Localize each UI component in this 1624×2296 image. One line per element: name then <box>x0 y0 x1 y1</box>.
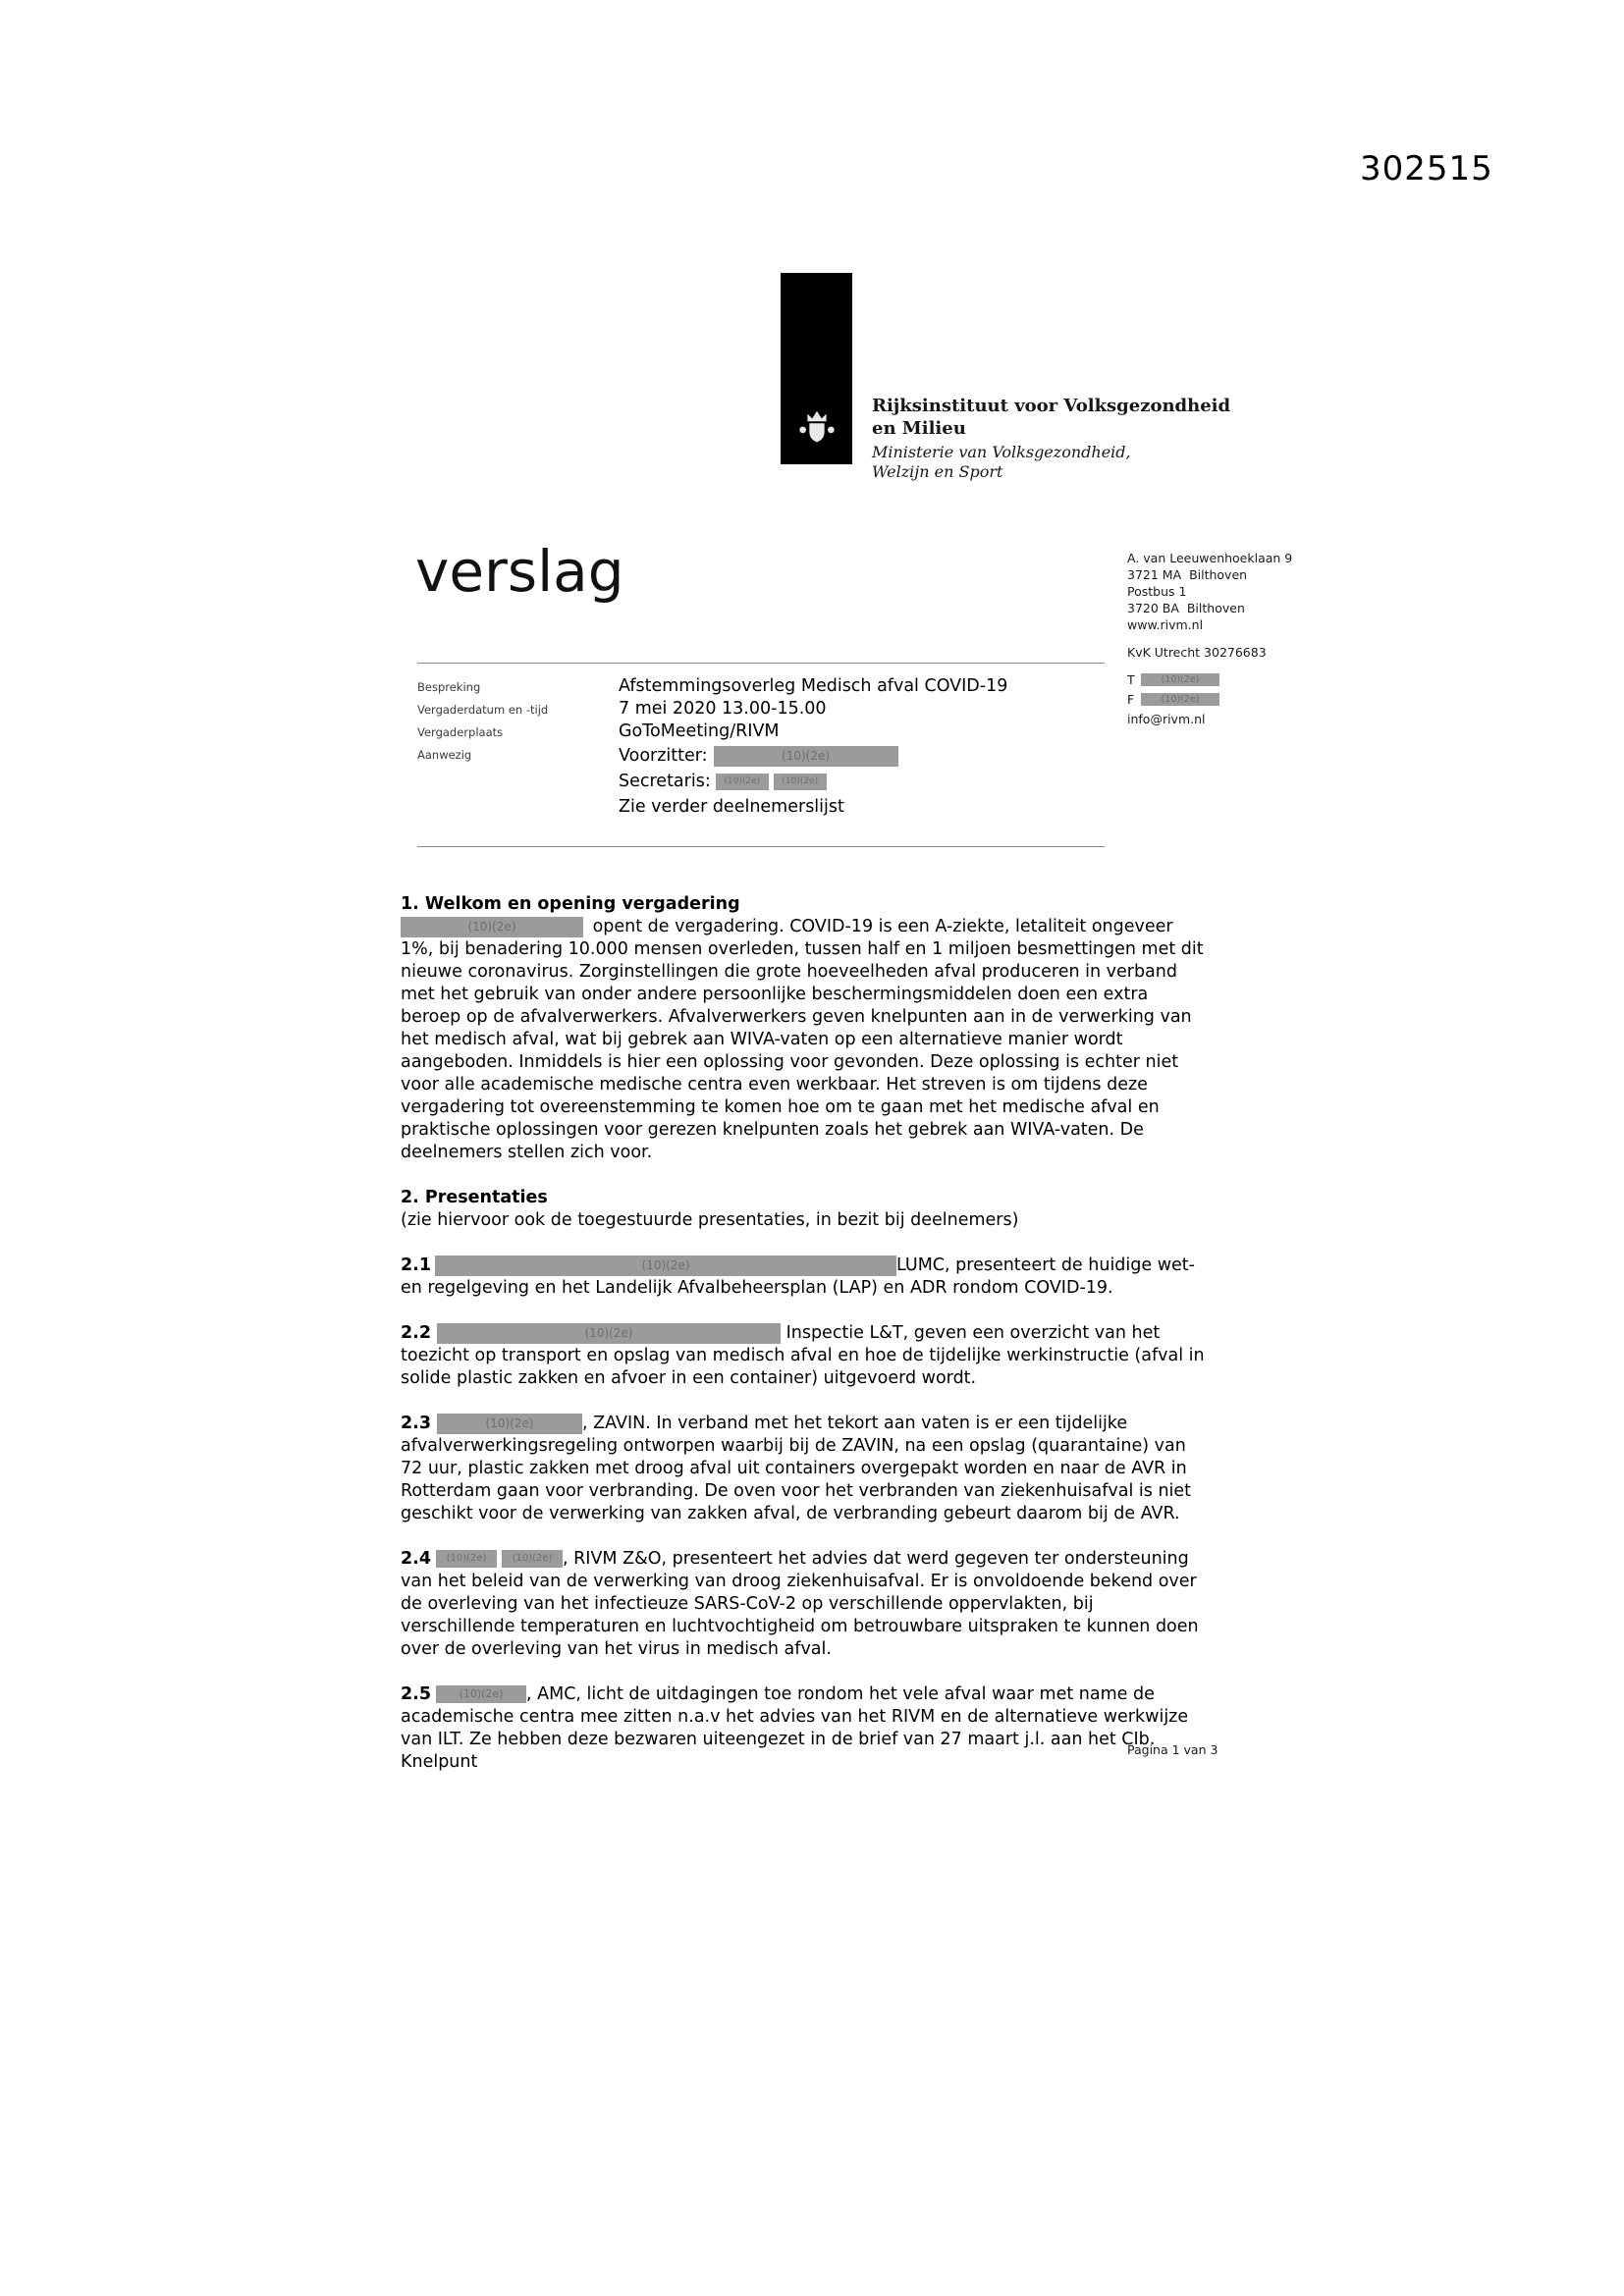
meta-row-datum <box>417 698 1164 721</box>
item-text: , RIVM Z&O, presenteert het advies dat werd gegeven ter ondersteuning van het beleid van de verwerking van droog ziekenhuisafval. Er is onvoldoende bekend over de overleving van het infectieuze SARS-CoV-2 op verschillende oppervlakten, bij verschillende temperaturen en luchtvochtigheid om betrouwbare uitspraken te kunnen doen over de overleving van het virus in medisch afval. <box>401 1549 1199 1659</box>
voorzitter-line <box>619 743 898 769</box>
meta-row-bespreking <box>417 675 1164 698</box>
divider-top <box>417 663 1105 664</box>
redaction-box: (10)(2e) <box>1141 673 1219 686</box>
meta-row-aanwezig <box>417 743 1164 820</box>
item-2-4 <box>401 1548 1210 1661</box>
redaction-box: (10)(2e) <box>435 1255 896 1276</box>
meta-label: Aanwezig <box>417 748 472 762</box>
redaction-box: (10)(2e) <box>716 774 769 790</box>
redaction-box: (10)(2e) <box>1141 693 1219 706</box>
secretaris-line <box>619 769 898 794</box>
doc-number: 302515 <box>1360 149 1493 188</box>
fax-label: F <box>1127 692 1135 707</box>
fax-row <box>1127 691 1402 708</box>
logo-ribbon <box>781 273 852 464</box>
meta-row-plaats <box>417 721 1164 743</box>
item-text: Inspectie L&T, geven een overzicht van het toezicht op transport en opslag van medisch afval en hoe de tijdelijke werkinstructie (afval in solide plastic zakken en afvoer in een container) uitgevoerd wordt. <box>401 1323 1205 1388</box>
section1-text: opent de vergadering. COVID-19 is een A-ziekte, letaliteit ongeveer 1%, bij benadering 10.000 mensen overleden, tussen half en 1 miljoen besmettingen met dit nieuwe coronavirus. Zorginstellingen die grote hoeveelheden afval produceren in verband met het gebruik van onder andere persoonlijke beschermingsmiddelen doen een extra beroep op de afvalverwerkers. Afvalverwerkers geven knelpunten aan in de verwerking van het medisch afval, wat bij gebrek aan WIVA-vaten op een alternatieve manier wordt aangeboden. Inmiddels is hier een oplossing voor gevonden. Deze oplossing is echter niet voor alle academische medische centra even werkbaar. Het streven is om tijdens deze vergadering tot overeenstemming te komen hoe om te gaan met het medische afval en praktische oplossingen voor gerezen knelpunten zoals het gebrek aan WIVA-vaten. De deelnemers stellen zich voor. <box>401 917 1204 1162</box>
meta-label: Vergaderplaats <box>417 725 504 739</box>
item-number: 2.2 <box>401 1323 432 1343</box>
coat-of-arms-icon <box>794 405 839 451</box>
section1-paragraph <box>401 916 1210 1164</box>
voorzitter-label: Voorzitter: <box>619 746 708 766</box>
item-2-1 <box>401 1255 1210 1300</box>
item-number: 2.3 <box>401 1414 432 1433</box>
redaction-box: (10)(2e) <box>436 1550 497 1568</box>
phone-row <box>1127 671 1402 688</box>
contact-block <box>1127 550 1402 727</box>
redaction-box: (10)(2e) <box>774 774 827 790</box>
ministry-line2: Welzijn en Sport <box>872 462 1003 481</box>
document-body <box>401 893 1210 1796</box>
item-number: 2.1 <box>401 1255 432 1275</box>
item-2-5 <box>401 1683 1210 1774</box>
item-text: LUMC, presenteert de huidige wet- en regelgeving en het Landelijk Afvalbeheersplan (LAP) en ADR rondom COVID-19. <box>401 1255 1195 1298</box>
page-number: Pagina 1 van 3 <box>1127 1742 1218 1757</box>
phone-label: T <box>1127 672 1135 687</box>
section2-intro: (zie hiervoor ook de toegestuurde presentaties, in bezit bij deelnemers) <box>401 1210 1019 1230</box>
redaction-box: (10)(2e) <box>437 1414 582 1434</box>
redaction-box: (10)(2e) <box>436 1685 526 1703</box>
item-text: , ZAVIN. In verband met het tekort aan vaten is er een tijdelijke afvalverwerkingsregeling ontworpen waarbij bij de ZAVIN, na een opslag (quarantaine) van 72 uur, plastic zakken met droog afval uit containers overgepakt worden en naar de AVR in Rotterdam gaan voor verbranding. De oven voor het verbranden van ziekenhuisafval is niet geschikt voor de verwerking van zakken afval, de verbranding gebeurt daarom bij de AVR. <box>401 1414 1192 1523</box>
address-line: 3721 MA Bilthoven <box>1127 567 1248 582</box>
redaction-box: (10)(2e) <box>714 746 898 767</box>
website-text: www.rivm.nl <box>1127 617 1204 632</box>
org-name-line2: en Milieu <box>872 418 966 439</box>
meta-label: Bespreking <box>417 680 481 694</box>
redaction-box: (10)(2e) <box>502 1550 563 1568</box>
redaction-box: (10)(2e) <box>401 917 583 937</box>
redaction-box: (10)(2e) <box>437 1323 781 1344</box>
address-line: A. van Leeuwenhoeklaan 9 <box>1127 551 1293 565</box>
kvk-number: KvK Utrecht 30276683 <box>1127 645 1267 660</box>
item-2-2 <box>401 1322 1210 1390</box>
page-title: verslag <box>415 538 624 605</box>
logo-wordmark <box>872 395 1230 482</box>
address-line: 3720 BA Bilthoven <box>1127 601 1245 615</box>
org-name-line1: Rijksinstituut voor Volksgezondheid <box>872 396 1231 416</box>
item-2-3 <box>401 1413 1210 1525</box>
meeting-meta <box>417 675 1164 820</box>
attendees-value <box>619 743 898 820</box>
secretaris-label: Secretaris: <box>619 772 711 791</box>
section2-heading: 2. Presentaties <box>401 1188 548 1207</box>
meta-value: 7 mei 2020 13.00-15.00 <box>619 699 827 719</box>
item-number: 2.5 <box>401 1684 432 1704</box>
address-line: Postbus 1 <box>1127 584 1187 599</box>
item-number: 2.4 <box>401 1549 432 1569</box>
meta-value: GoToMeeting/RIVM <box>619 721 780 741</box>
meta-value: Afstemmingsoverleg Medisch afval COVID-19 <box>619 676 1008 696</box>
divider-bottom <box>417 846 1105 847</box>
section1-heading: 1. Welkom en opening vergadering <box>401 894 740 914</box>
ministry-line1: Ministerie van Volksgezondheid, <box>872 443 1131 461</box>
item-text: , AMC, licht de uitdagingen toe rondom het vele afval waar met name de academische centra mee zitten n.a.v het advies van het RIVM en de alternatieve werkwijze van ILT. Ze hebben deze bezwaren uiteengezet in de brief van 27 maart j.l. aan het CIb. Knelpunt <box>401 1684 1189 1772</box>
deelnemers-line: Zie verder deelnemerslijst <box>619 797 844 817</box>
meta-label: Vergaderdatum en -tijd <box>417 703 549 717</box>
email-text: info@rivm.nl <box>1127 712 1206 726</box>
